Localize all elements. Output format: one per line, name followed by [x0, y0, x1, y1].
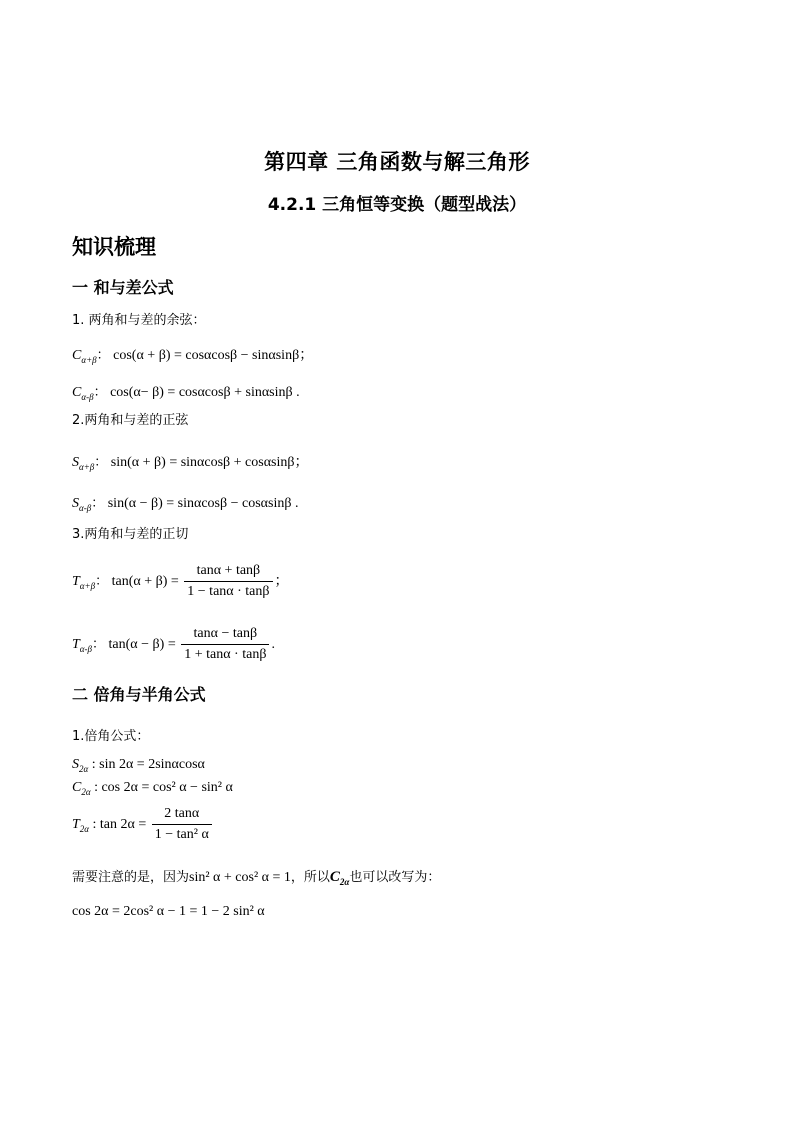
section-title-sum-difference: 一 和与差公式	[72, 278, 174, 297]
item-sine-label: 2.两角和与差的正弦	[72, 413, 189, 428]
fraction	[152, 806, 212, 843]
formula-cos-sum: $C_{\alpha+\beta}$： cos(α + β) = cosαcosβ − sinαsinβ；	[72, 348, 314, 365]
formula-sin-difference: $S_{\alpha-\beta}$： sin(α − β) = sinαcosβ − cosαsinβ .	[72, 496, 299, 513]
formula-cos-double-rewrite: cos 2α = 2cos² α − 1 = 1 − 2 sin² α	[72, 904, 265, 919]
formula-tan-difference: $T_{\alpha-\beta}$： tan(α − β) = $\frac{\tan\alpha - \tan\beta}{1 + \tan\alpha \cdot \tan\beta}$ .	[72, 626, 275, 663]
formula-tan-sum: $T_{\alpha+\beta}$： tan(α + β) = $\frac{\tan\alpha + \tan\beta}{1 - \tan\alpha \cdot \tan\beta}$ ；	[72, 563, 289, 600]
note-text: 需要注意的是，因为	[72, 870, 190, 885]
fraction	[184, 563, 272, 600]
formula-expression: : cos 2α = cos² α − sin² α	[94, 780, 233, 795]
formula-symbol: $C_{\alpha+\beta}$	[72, 348, 97, 365]
formula-expression: cos(α− β) = cosαcosβ + sinαsinβ .	[110, 385, 300, 400]
fraction-numerator: tanα + tanβ	[184, 563, 272, 582]
chapter-title: 第四章 三角函数与解三角形	[264, 150, 530, 174]
formula-symbol: $C_{\alpha-\beta}$	[72, 385, 94, 402]
item-double-angle-label: 1.倍角公式：	[72, 729, 150, 744]
formula-tan-double	[72, 806, 214, 843]
section-title-double-angle: 二 倍角与半角公式	[72, 685, 206, 704]
note-text: ，所以	[290, 870, 330, 885]
item-tangent-label: 3.两角和与差的正切	[72, 527, 189, 542]
fraction-denominator: 1 + tanα · tanβ	[184, 647, 267, 663]
fraction-denominator: 1 − tanα · tanβ	[187, 584, 270, 600]
item-cosine-label: 1. 两角和与差的余弦：	[72, 313, 206, 328]
formula-expression: sin(α + β) = sinαcosβ + cosαsinβ；	[110, 455, 309, 470]
formula-symbol: $T_{2\alpha}$	[72, 816, 90, 834]
fraction-numerator: tanα − tanβ	[181, 626, 269, 645]
note-text: 也可以改写为：	[349, 870, 441, 885]
formula-symbol: $T_{\alpha+\beta}$	[72, 573, 96, 591]
note-math: sin² α + cos² α = 1	[189, 870, 291, 885]
formula-lhs: tan(α + β) =	[111, 573, 179, 589]
section-heading: 知识梳理	[72, 235, 156, 259]
formula-lhs: tan(α − β) =	[108, 636, 176, 652]
formula-cos-difference: $C_{\alpha-\beta}$： cos(α− β) = cosαcosβ + sinαsinβ .	[72, 385, 300, 402]
formula-symbol: $T_{\alpha-\beta}$	[72, 636, 93, 654]
fraction-numerator: 2 tanα	[152, 806, 212, 825]
formula-sin-double	[72, 757, 205, 774]
formula-expression: cos(α + β) = cosαcosβ − sinαsinβ；	[113, 348, 314, 363]
note-symbol: $C_{2\alpha}$	[329, 869, 350, 887]
formula-expression: : sin 2α = 2sinαcosα	[91, 757, 205, 772]
formula-symbol: $S_{\alpha-\beta}$	[72, 496, 92, 513]
formula-end: ；	[274, 573, 289, 589]
formula-symbol: $S_{2\alpha}$	[72, 757, 89, 774]
formula-cos-double	[72, 780, 233, 797]
fraction-denominator: 1 − tan² α	[154, 827, 209, 843]
formula-expression: sin(α − β) = sinαcosβ − cosαsinβ .	[107, 496, 299, 511]
formula-symbol: $C_{2\alpha}$	[72, 780, 91, 797]
note-paragraph	[72, 866, 440, 887]
lesson-subtitle: 4.2.1 三角恒等变换（题型战法）	[267, 195, 527, 215]
fraction	[181, 626, 269, 663]
formula-sin-sum: $S_{\alpha+\beta}$： sin(α + β) = sinαcosβ + cosαsinβ；	[72, 455, 309, 472]
formula-symbol: $S_{\alpha+\beta}$	[72, 455, 95, 472]
formula-lhs: : tan 2α =	[92, 816, 147, 832]
formula-end: .	[271, 636, 275, 652]
